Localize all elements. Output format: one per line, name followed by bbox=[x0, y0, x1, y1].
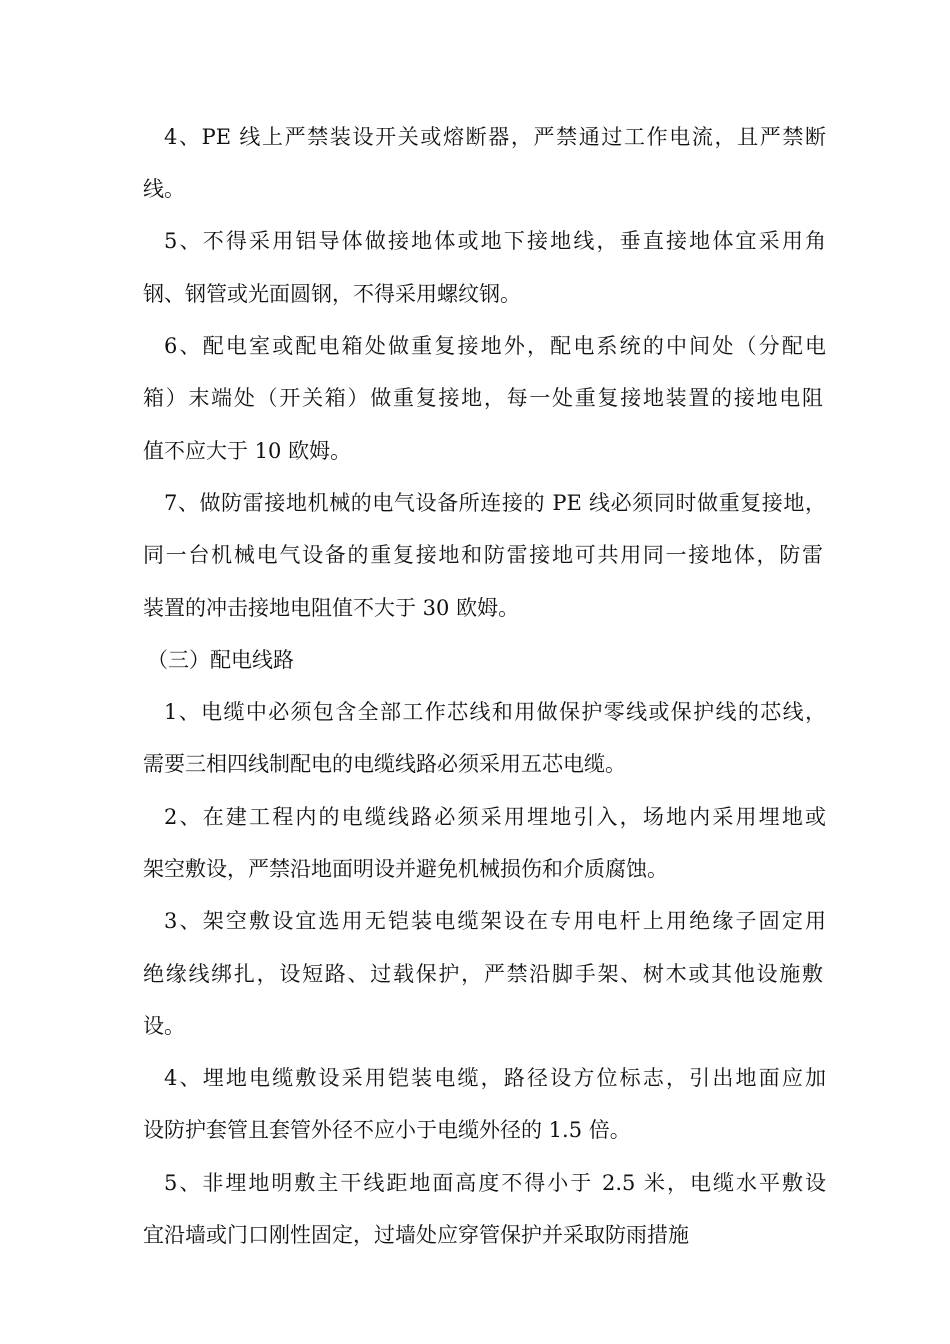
text-line: 装置的冲击接地电阻值不大于 30 欧姆。 bbox=[143, 596, 520, 620]
text-line: 架空敷设，严禁沿地面明设并避免机械损伤和介质腐蚀。 bbox=[143, 857, 668, 881]
text-line: 线。 bbox=[143, 177, 185, 201]
text-line: 6、配电室或配电箱处做重复接地外，配电系统的中间处（分配电 bbox=[164, 334, 826, 358]
text-line: 2、在建工程内的电缆线路必须采用埋地引入，场地内采用埋地或 bbox=[164, 805, 826, 829]
text-line: 值不应大于 10 欧姆。 bbox=[143, 439, 352, 463]
section-heading: （三）配电线路 bbox=[147, 648, 294, 672]
text-line: 箱）末端处（开关箱）做重复接地，每一处重复接地装置的接地电阻 bbox=[143, 386, 823, 410]
text-line: 设防护套管且套管外径不应小于电缆外径的 1.5 倍。 bbox=[143, 1118, 631, 1142]
text-line: 需要三相四线制配电的电缆线路必须采用五芯电缆。 bbox=[143, 752, 626, 776]
text-line: 4、PE 线上严禁装设开关或熔断器，严禁通过工作电流，且严禁断 bbox=[164, 125, 826, 149]
text-line: 1、电缆中必须包含全部工作芯线和用做保护零线或保护线的芯线， bbox=[164, 700, 826, 724]
text-line: 绝缘线绑扎，设短路、过载保护，严禁沿脚手架、树木或其他设施敷 bbox=[143, 962, 823, 986]
text-line: 4、埋地电缆敷设采用铠装电缆，路径设方位标志，引出地面应加 bbox=[164, 1066, 826, 1090]
text-line: 钢、钢管或光面圆钢，不得采用螺纹钢。 bbox=[143, 282, 521, 306]
text-line: 7、做防雷接地机械的电气设备所连接的 PE 线必须同时做重复接地， bbox=[164, 491, 826, 515]
text-line: 5、不得采用铝导体做接地体或地下接地线，垂直接地体宜采用角 bbox=[164, 229, 826, 253]
text-line: 宜沿墙或门口刚性固定，过墙处应穿管保护并采取防雨措施 bbox=[143, 1223, 689, 1247]
text-line: 5、非埋地明敷主干线距地面高度不得小于 2.5 米，电缆水平敷设 bbox=[164, 1171, 826, 1195]
text-line: 同一台机械电气设备的重复接地和防雷接地可共用同一接地体，防雷 bbox=[143, 543, 823, 567]
text-line: 设。 bbox=[143, 1014, 185, 1038]
text-line: 3、架空敷设宜选用无铠装电缆架设在专用电杆上用绝缘子固定用 bbox=[164, 909, 826, 933]
